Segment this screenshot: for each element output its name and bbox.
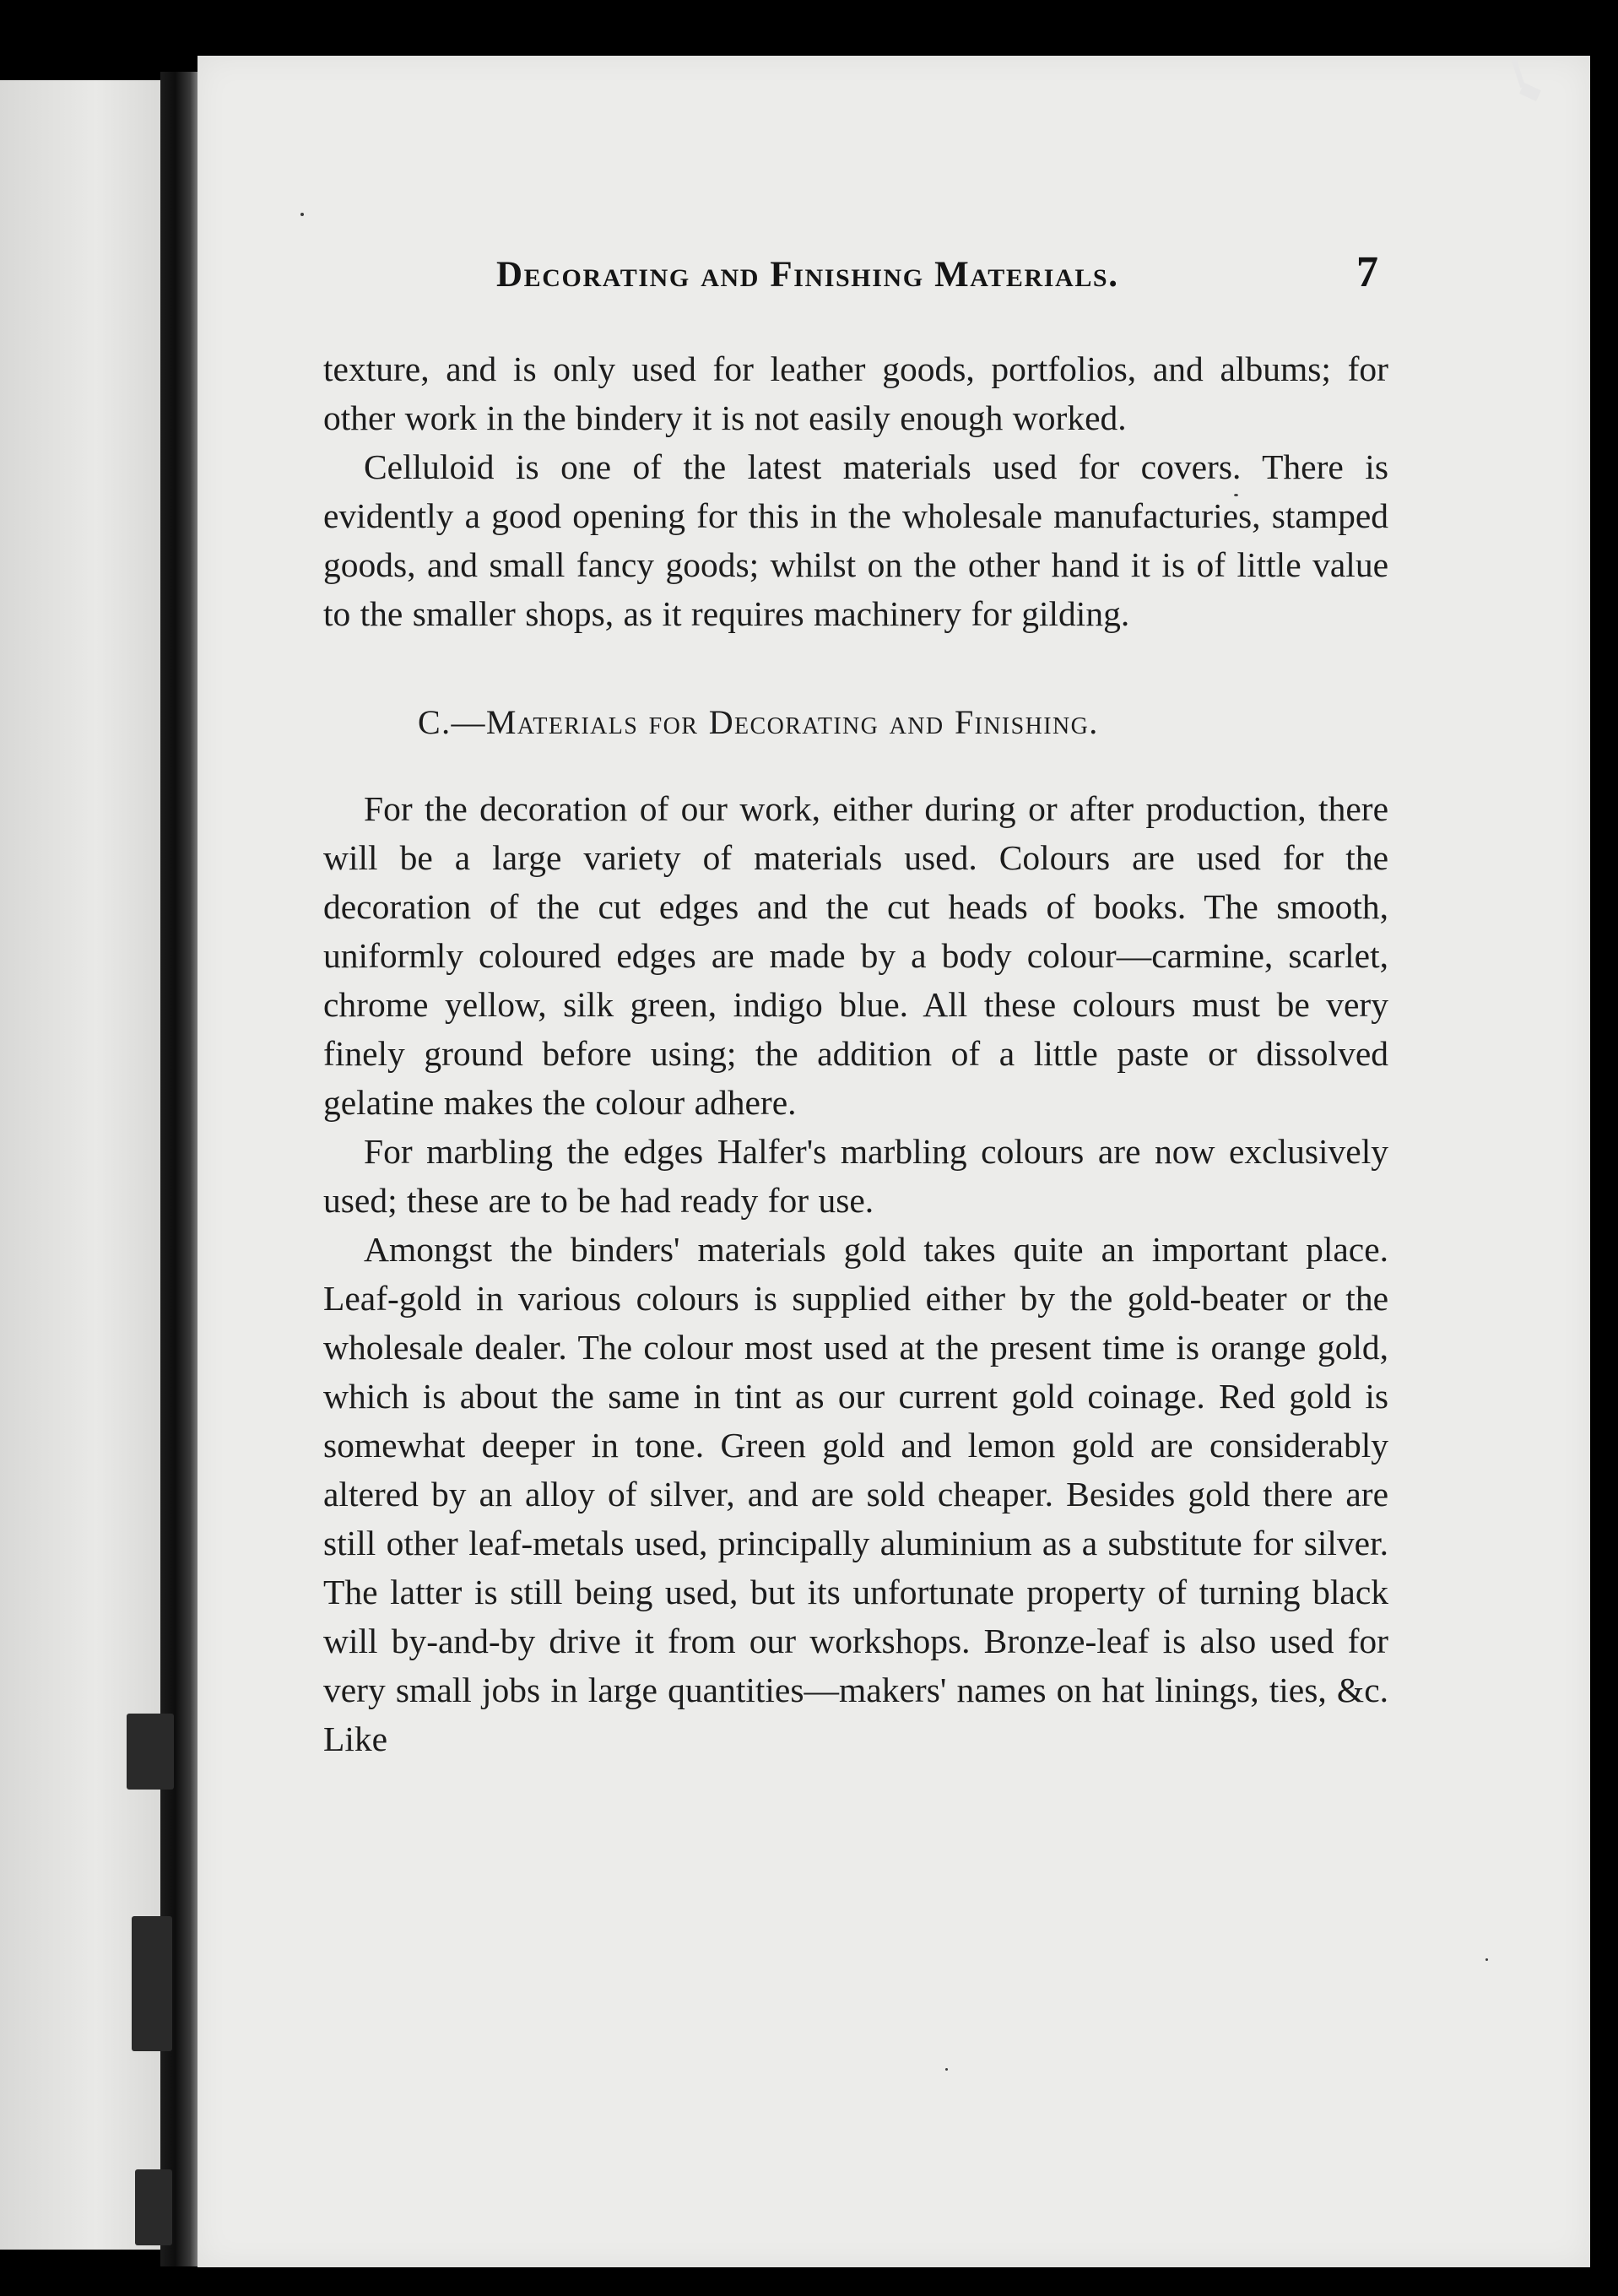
scan-artifact [1519,83,1541,101]
scan-speck [945,2068,948,2071]
running-head-title: Decorating and Finishing Materials. [496,255,1119,295]
gutter-mark [135,2169,172,2245]
gutter-mark [132,1916,172,2051]
scan-speck [1485,1958,1488,1961]
paragraph: texture, and is only used for leather goods, portfolios, and albums; for other work in the bindery it is not easily enough worked. [323,349,1388,437]
paragraph: Celluloid is one of the latest materials used for covers. There is evidently a good opening for this in the wholesale manufacturies, stamped goods, and small fancy goods; whilst on the other hand it is of little value to the smaller shops, as it requires machinery for gilding. [323,447,1388,633]
paragraph: For the decoration of our work, either during or after production, there will be a large variety of materials used. Colours are used for the decoration of the cut edges and the cut heads of books. The smooth, uniformly coloured edges are made by a body colour—carmine, scarlet, chrome yellow, silk green, indigo blue. All these colours must be very finely ground before using; the addition of a little paste or dissolved gelatine makes the colour adhere. [323,789,1388,1122]
gutter-mark [127,1714,174,1790]
body-text [323,344,1388,1763]
page-number: 7 [1356,248,1378,296]
section-heading: C.—Materials for Decorating and Finishing. [418,703,1099,741]
paragraph: Amongst the binders' materials gold takes quite an important place. Leaf-gold in various colours is supplied either by the gold-beater or the wholesale dealer. The colour most used at the present time is orange gold, which is about the same in tint as our current gold coinage. Red gold is somewhat deeper in tone. Green gold and lemon gold are considerably altered by an alloy of silver, and are sold cheaper. Besides gold there are still other leaf-metals used, principally aluminium as a substitute for silver. The latter is still being used, but its unfortunate property of turning black will by-and-by drive it from our workshops. Bronze-leaf is also used for very small jobs in large quantities—makers' names on hat linings, ties, &c. Like [323,1230,1388,1758]
scan-speck [1234,494,1238,496]
scan-speck [300,213,304,216]
running-head [300,247,1388,306]
paragraph: For marbling the edges Halfer's marbling colours are now exclusively used; these are to be had ready for use. [323,1132,1388,1220]
